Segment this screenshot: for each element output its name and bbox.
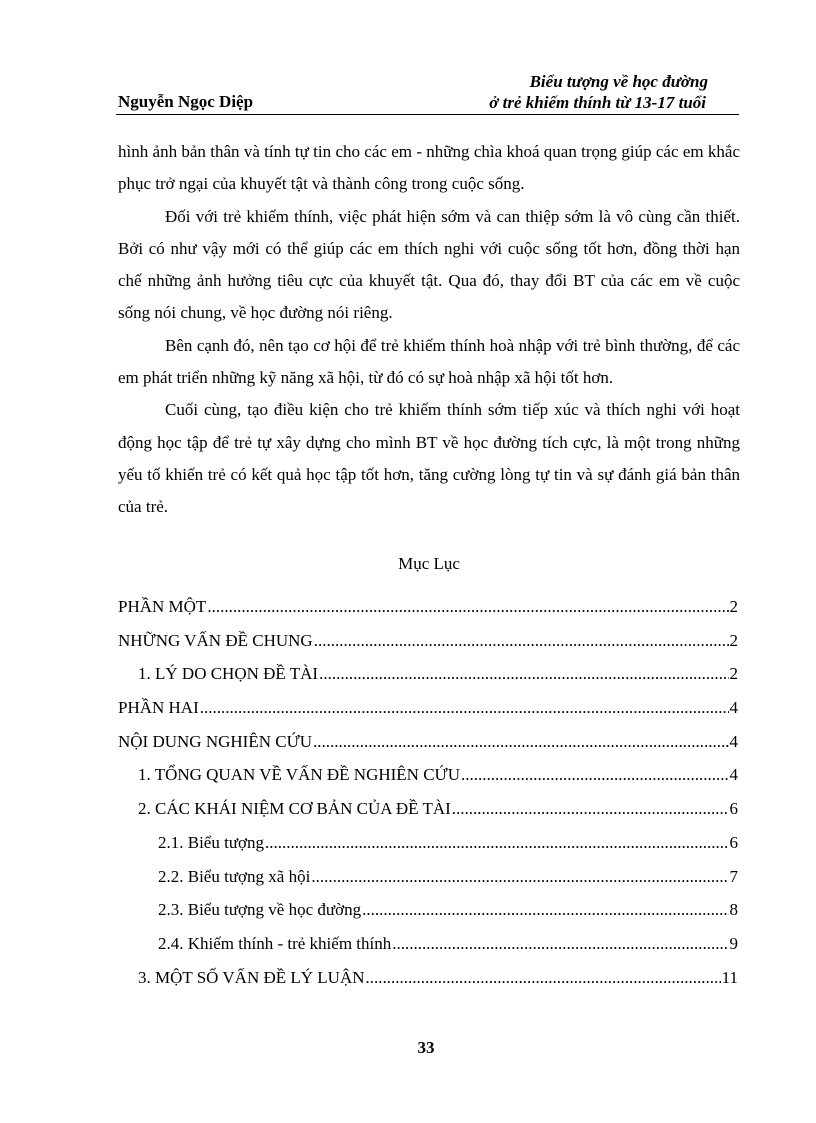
toc-entry-page: 6 [729,799,738,819]
toc-entry-page: 2 [729,630,738,650]
toc-entry-label: PHẦN HAI [118,698,199,718]
toc-entry-page: 2 [729,597,738,616]
toc-entry-label: 2. CÁC KHÁI NIỆM CƠ BẢN CỦA ĐỀ TÀI [138,799,451,819]
toc-leader-dots [265,833,728,853]
paragraph: hình ảnh bản thân và tính tự tin cho các em - những chìa khoá quan trọng giúp các em khắc phục trở ngại của khuyết tật và thành công trong cuộc sống. [118,142,740,194]
toc-entry-page: 6 [729,832,738,852]
toc-leader-dots [452,799,729,819]
header-author: Nguyễn Ngọc Diệp [118,92,254,111]
toc-entry-label: 3. MỘT SỐ VẤN ĐỀ LÝ LUẬN [138,967,365,987]
paragraph: Cuối cùng, tạo điều kiện cho trẻ khiếm thính sớm tiếp xúc và thích nghi với hoạt động học tập để trẻ tự xây dựng cho mình BT về học đường tích cực, là một trong những yếu tố khiến trẻ có kết quả học tập tốt hơn, tăng cường lòng tự tin và sự đánh giá bản thân của trẻ. [118,400,740,517]
header-divider [116,114,739,115]
toc-leader-dots [313,732,728,752]
toc-entry-page: 4 [729,731,738,751]
toc-entry-label: 2.2. Biểu tượng xã hội [158,866,311,886]
paragraph: Đối với trẻ khiếm thính, việc phát hiện sớm và can thiệp sớm là vô cùng cần thiết. Bởi có như vậy mới có thể giúp các em thích nghi với cuộc sống tốt hơn, đồng thời hạn chế những ảnh hưởng tiêu cực của khuyết tật. Qua đó, thay đổi BT của các em về cuộc sống nói chung, về học đường nói riêng. [118,206,740,323]
toc-entry-page: 7 [729,866,738,886]
toc-entry[interactable] [118,732,738,766]
header-title-line1: Biểu tượng về học đường [529,72,708,91]
toc-title: Mục Lục [398,554,460,573]
page-number: 33 [417,1038,435,1057]
table-of-contents [118,597,738,1001]
toc-entry[interactable] [118,900,738,934]
toc-entry-label: 2.3. Biểu tượng về học đường [158,900,362,920]
toc-entry-label: NHỮNG VẤN ĐỀ CHUNG [118,630,313,650]
toc-entry[interactable] [118,698,738,732]
toc-entry[interactable] [118,799,738,833]
toc-entry-label: 1. TỔNG QUAN VỀ VẤN ĐỀ NGHIÊN CỨU [138,765,461,785]
toc-entry-page: 8 [729,900,738,920]
toc-entry[interactable] [118,765,738,799]
toc-entry-page: 2 [729,664,738,684]
toc-entry-label: PHẦN MỘT [118,597,207,616]
toc-leader-dots [362,900,728,920]
toc-leader-dots [461,765,728,785]
toc-leader-dots [207,597,728,617]
toc-leader-dots [200,698,729,718]
toc-entry[interactable] [118,664,738,698]
toc-entry-label: 2.4. Khiếm thính - trẻ khiếm thính [158,933,392,953]
toc-entry[interactable] [118,597,738,631]
toc-entry-page: 11 [721,967,738,987]
toc-entry[interactable] [118,833,738,867]
toc-entry[interactable] [118,934,738,968]
header-title-line2: ở trẻ khiếm thính từ 13-17 tuổi [489,93,706,112]
toc-entry-page: 4 [729,698,738,718]
toc-leader-dots [311,867,728,887]
paragraph: Bên cạnh đó, nên tạo cơ hội để trẻ khiếm thính hoà nhập với trẻ bình thường, để các em phát triển những kỹ năng xã hội, từ đó có sự hoà nhập xã hội tốt hơn. [118,335,740,388]
toc-entry[interactable] [118,968,738,1002]
toc-leader-dots [319,664,728,684]
toc-entry-label: 1. LÝ DO CHỌN ĐỀ TÀI [138,664,319,684]
toc-entry-label: 2.1. Biểu tượng [158,832,265,852]
toc-leader-dots [366,968,721,988]
toc-entry[interactable] [118,867,738,901]
toc-entry[interactable] [118,631,738,665]
header-title [489,71,708,113]
toc-entry-label: NỘI DUNG NGHIÊN CỨU [118,731,313,751]
toc-entry-page: 4 [729,765,738,785]
toc-leader-dots [314,631,729,651]
toc-entry-page: 9 [729,933,738,953]
body-text [118,136,740,524]
toc-leader-dots [392,934,728,954]
